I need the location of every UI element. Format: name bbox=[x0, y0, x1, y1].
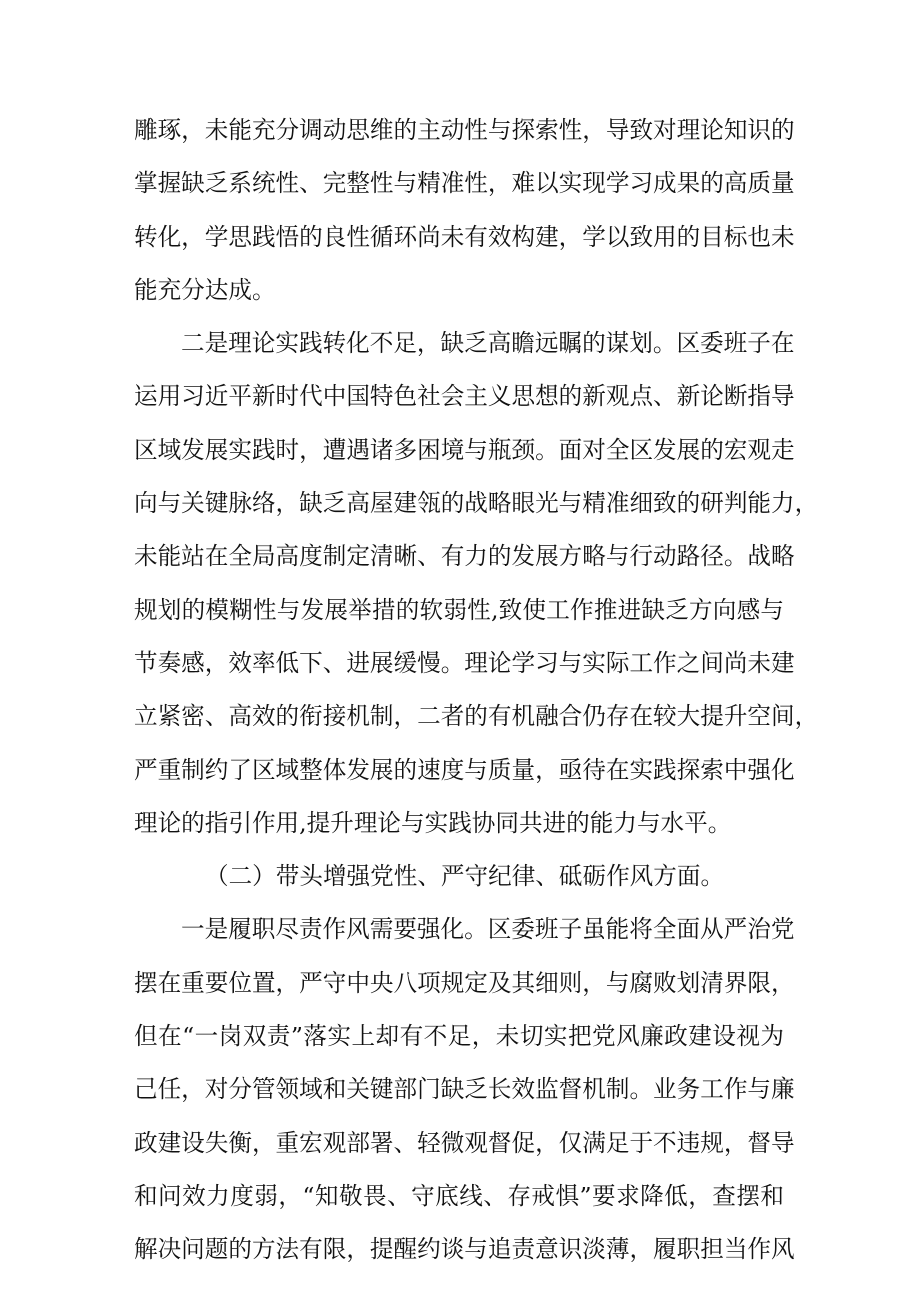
document-body bbox=[134, 104, 819, 1277]
text-line: 摆在重要位置，严守中央八项规定及其细则，与腐败划清界限， bbox=[134, 968, 795, 997]
paragraph-start-line: 二是理论实践转化不足，缺乏高瞻远瞩的谋划。区委班子在 bbox=[181, 329, 795, 358]
text-line: 未能站在全局高度制定清晰、有力的发展方略与行动路径。战略 bbox=[134, 542, 795, 571]
text-line: 能充分达成。 bbox=[134, 275, 276, 304]
text-line: 但在“一岗双责”落实上却有不足，未切实把党风廉政建设视为 bbox=[134, 1022, 784, 1051]
text-line: 规划的模糊性与发展举措的软弱性,致使工作推进缺乏方向感与 bbox=[134, 595, 784, 624]
paragraph-start-line: 一是履职尽责作风需要强化。区委班子虽能将全面从严治党 bbox=[181, 915, 795, 944]
text-line: 立紧密、高效的衔接机制，二者的有机融合仍存在较大提升空间， bbox=[134, 702, 819, 731]
text-line: 理论的指引作用,提升理论与实践协同共进的能力与水平。 bbox=[134, 808, 732, 837]
text-line: 解决问题的方法有限，提醒约谈与追责意识淡薄，履职担当作风 bbox=[134, 1235, 795, 1264]
text-line: 己任，对分管领域和关键部门缺乏长效监督机制。业务工作与廉 bbox=[134, 1075, 795, 1104]
text-line: 向与关键脉络，缺乏高屋建瓴的战略眼光与精准细致的研判能力， bbox=[134, 489, 819, 518]
section-heading: （二）带头增强党性、严守纪律、砥砺作风方面。 bbox=[205, 862, 725, 891]
text-line: 掌握缺乏系统性、完整性与精准性，难以实现学习成果的高质量 bbox=[134, 169, 795, 198]
text-line: 和问效力度弱，“知敬畏、守底线、存戒惧”要求降低，查摆和 bbox=[134, 1181, 784, 1210]
text-line: 节奏感，效率低下、进展缓慢。理论学习与实际工作之间尚未建 bbox=[134, 648, 795, 677]
text-line: 严重制约了区域整体发展的速度与质量，亟待在实践探索中强化 bbox=[134, 755, 795, 784]
text-line: 政建设失衡，重宏观部署、轻微观督促，仅满足于不违规，督导 bbox=[134, 1128, 795, 1157]
text-line: 转化，学思践悟的良性循环尚未有效构建，学以致用的目标也未 bbox=[134, 222, 795, 251]
text-line: 区域发展实践时，遭遇诸多困境与瓶颈。面对全区发展的宏观走 bbox=[134, 435, 795, 464]
text-line: 雕琢，未能充分调动思维的主动性与探索性，导致对理论知识的 bbox=[134, 116, 795, 144]
text-line: 运用习近平新时代中国特色社会主义思想的新观点、新论断指导 bbox=[134, 382, 795, 411]
